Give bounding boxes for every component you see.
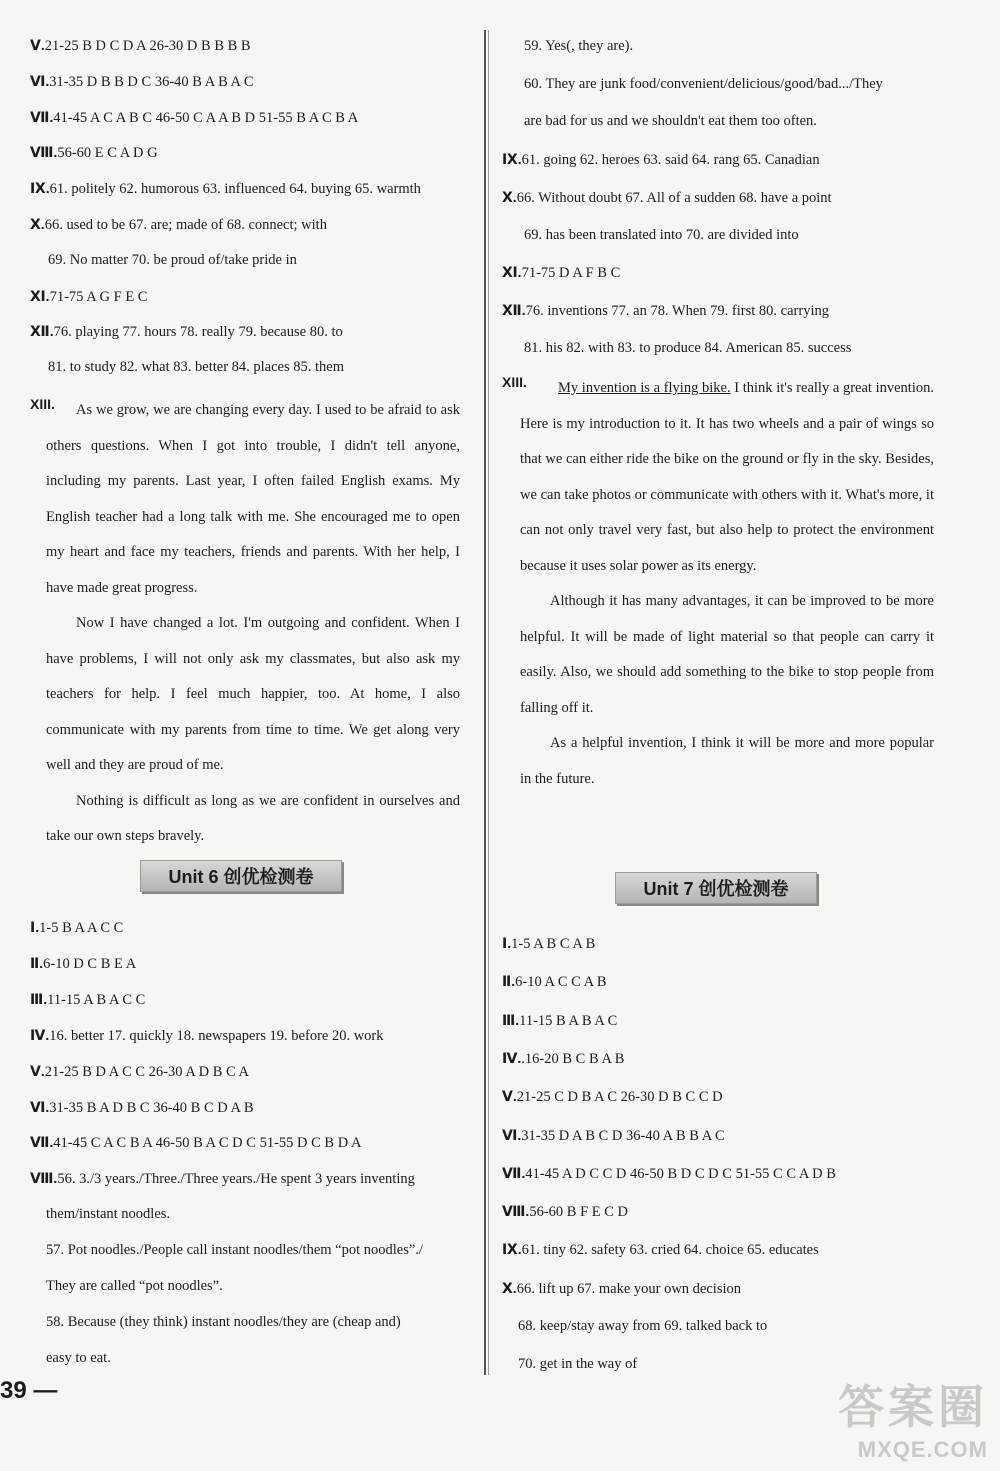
answer-line	[502, 263, 620, 282]
section-roman-label: Ⅵ.	[30, 1098, 50, 1115]
answer-text: 61. going 62. heroes 63. said 64. rang 65. Canadian	[521, 152, 820, 169]
watermark	[838, 1371, 988, 1463]
answer-text: 57. Pot noodles./People call instant noodles/them “pot noodles”./	[46, 1242, 423, 1259]
answer-line	[30, 179, 421, 198]
answer-text: 6-10 D C B E A	[43, 955, 137, 972]
answer-line	[30, 72, 254, 91]
answer-text: them/instant noodles.	[46, 1206, 171, 1223]
essay-roman-label: XIII.	[502, 374, 527, 390]
essay-roman-label: XIII.	[30, 396, 55, 412]
answer-line	[46, 1241, 423, 1259]
section-roman-label: Ⅵ.	[30, 72, 50, 89]
answer-text: 66. lift up 67. make your own decision	[516, 1280, 741, 1297]
answer-line	[30, 918, 123, 937]
page-number: 39 —	[0, 1377, 58, 1404]
answer-text: 61. tiny 62. safety 63. cried 64. choice 65. educates	[521, 1242, 819, 1259]
section-roman-label: Ⅱ.	[502, 973, 516, 990]
section-roman-label: Ⅸ.	[502, 151, 522, 168]
section-roman-label: Ⅶ.	[502, 1164, 526, 1181]
left-essay	[30, 393, 460, 855]
answer-line	[48, 358, 344, 376]
essay-paragraph: As we grow, we are changing every day. I used to be afraid to ask others questions. When I got into trouble, I didn't tell anyone, including my parents. Last year, I often failed English exams. My English teacher had a long talk with me. She encouraged me to open my heart and face my teachers, friends and parents. With her help, I have made great progress.	[46, 402, 460, 596]
answer-text: 21-25 C D B A C 26-30 D B C C D	[516, 1089, 723, 1106]
answer-line	[502, 1126, 725, 1145]
answer-line	[502, 1279, 741, 1298]
unit6-title-banner	[140, 860, 342, 892]
answer-line	[518, 1355, 637, 1373]
watermark-line1: 答案圈	[838, 1381, 988, 1433]
answer-line	[48, 251, 297, 269]
answer-line	[30, 215, 327, 234]
section-roman-label: Ⅱ.	[30, 954, 44, 971]
section-roman-label: Ⅰ.	[30, 919, 40, 935]
answer-text: .16-20 B C B A B	[521, 1050, 625, 1067]
essay-first-rest: I think it's really a great invention. Here is my introduction to it. It has two wheels and a pair of wings so that we can either ride the bike on the ground or fly in the sky. Besides, we can take photos or communicate with others with it. What's more, it can not only travel very fast, but also help to protect the environment because it uses solar power as its energy.	[520, 380, 934, 574]
answer-line	[30, 143, 158, 162]
section-roman-label: Ⅰ.	[502, 935, 512, 951]
section-roman-label: Ⅷ.	[30, 1170, 58, 1187]
answer-text: 70. get in the way of	[518, 1356, 638, 1373]
answer-line	[502, 1164, 836, 1183]
answer-text: easy to eat.	[46, 1349, 111, 1366]
essay-paragraph: As a helpful invention, I think it will be more and more popular in the future.	[520, 735, 934, 787]
section-roman-label: Ⅲ.	[30, 990, 48, 1007]
answer-line	[30, 954, 136, 973]
answer-text: 81. his 82. with 83. to produce 84. American 85. success	[524, 339, 852, 356]
right-essay	[502, 371, 934, 797]
answer-line	[46, 1349, 111, 1367]
answer-line	[46, 1277, 223, 1295]
answer-text: 56-60 B F E C D	[529, 1204, 629, 1221]
answer-text: 81. to study 82. what 83. better 84. places 85. them	[48, 359, 344, 376]
essay-topic-underlined: My invention is a flying bike.	[558, 380, 731, 396]
essay-paragraph	[502, 371, 934, 584]
section-roman-label: Ⅲ.	[502, 1011, 520, 1028]
section-roman-label: Ⅹ.	[502, 1279, 517, 1296]
answer-text: 66. used to be 67. are; made of 68. connect; with	[44, 217, 327, 233]
answer-text: 16. better 17. quickly 18. newspapers 19. before 20. work	[49, 1027, 384, 1044]
section-roman-label: Ⅺ.	[30, 287, 50, 304]
answer-line	[30, 36, 251, 55]
answer-text: 1-5 B A A C C	[39, 920, 124, 936]
answer-text: 61. politely 62. humorous 63. influenced 64. buying 65. warmth	[49, 181, 421, 198]
section-roman-label: Ⅴ.	[502, 1088, 517, 1105]
section-roman-label: Ⅸ.	[502, 1241, 522, 1258]
section-roman-label: Ⅴ.	[30, 1062, 45, 1079]
answer-text: 31-35 D A B C D 36-40 A B B A C	[521, 1127, 725, 1144]
answer-line	[502, 1049, 624, 1068]
answer-text: 60. They are junk food/convenient/delicious/good/bad.../They	[524, 75, 883, 92]
answer-text: 11-15 B A B A C	[519, 1012, 618, 1029]
section-roman-label: Ⅶ.	[30, 108, 54, 125]
column-divider	[484, 30, 486, 1375]
answer-line	[502, 972, 607, 991]
answer-text: 69. has been translated into 70. are divided into	[524, 226, 799, 243]
answer-line	[502, 1087, 723, 1106]
answer-text: 71-75 D A F B C	[521, 265, 621, 282]
answer-text: 69. No matter 70. be proud of/take pride in	[48, 251, 297, 268]
section-roman-label: Ⅺ.	[502, 264, 522, 281]
section-roman-label: Ⅹ.	[30, 216, 45, 232]
answer-text: 1-5 A B C A B	[511, 936, 596, 952]
answer-text: 71-75 A G F E C	[49, 288, 148, 305]
section-roman-label: Ⅶ.	[30, 1134, 54, 1151]
answer-text: 41-45 A D C C D 46-50 B D C D C 51-55 C C A D B	[525, 1165, 836, 1182]
answer-text: 58. Because (they think) instant noodles/they are (cheap and)	[46, 1313, 401, 1330]
answer-text: 66. Without doubt 67. All of a sudden 68. have a point	[516, 189, 832, 206]
answer-text: 41-45 C A C B A 46-50 B A C D C 51-55 D C B D A	[53, 1135, 362, 1152]
answer-line	[524, 75, 883, 93]
answer-line	[30, 1098, 254, 1117]
answer-line	[30, 287, 147, 306]
answer-line	[30, 322, 343, 341]
answer-line	[524, 226, 799, 244]
answer-line	[524, 339, 851, 357]
watermark-line2: MXQE.COM	[857, 1437, 988, 1462]
unit7-title-banner	[615, 872, 817, 904]
answer-line	[524, 37, 633, 55]
answer-line	[30, 1062, 249, 1081]
answer-line	[502, 301, 829, 320]
answer-line	[30, 108, 358, 127]
answer-line	[518, 1317, 767, 1335]
answer-line	[502, 934, 595, 953]
unit7-title: Unit 7 创优检测卷	[643, 879, 789, 899]
answer-text: 76. inventions 77. an 78. When 79. first 80. carrying	[525, 302, 829, 319]
section-roman-label: Ⅳ.	[502, 1049, 522, 1066]
section-roman-label: Ⅻ.	[502, 301, 526, 318]
answer-text: 41-45 A C A B C 46-50 C A A B D 51-55 B A C B A	[53, 109, 359, 126]
answer-text: 56. 3./3 years./Three./Three years./He spent 3 years inventing	[57, 1171, 415, 1188]
answer-line	[502, 1011, 617, 1030]
answer-line	[524, 112, 817, 130]
answer-text: 76. playing 77. hours 78. really 79. because 80. to	[53, 324, 343, 341]
section-roman-label: Ⅷ.	[30, 144, 58, 161]
answer-line	[502, 188, 832, 207]
answer-text: 21-25 B D A C C 26-30 A D B C A	[44, 1063, 249, 1080]
answer-line	[30, 1026, 384, 1045]
essay-paragraph: Although it has many advantages, it can be improved to be more helpful. It will be made of light material so that people can carry it easily. Also, we should add something to the bike to stop people from falling off it.	[520, 593, 934, 716]
answer-text: 31-35 D B B D C 36-40 B A B A C	[49, 73, 254, 90]
section-roman-label: Ⅹ.	[502, 188, 517, 205]
answer-text: 21-25 B D C D A 26-30 D B B B B	[44, 38, 251, 54]
section-roman-label: Ⅻ.	[30, 323, 54, 340]
section-roman-label: Ⅳ.	[30, 1026, 50, 1043]
answer-text: are bad for us and we shouldn't eat them too often.	[524, 113, 817, 130]
answer-line	[502, 1240, 819, 1259]
section-roman-label: Ⅵ.	[502, 1126, 522, 1143]
essay-paragraph: Now I have changed a lot. I'm outgoing and confident. When I have problems, I will not only ask my classmates, but also ask my teachers for help. I feel much happier, too. At home, I also communicate with my parents from time to time. We get along very well and they are proud of me.	[46, 615, 460, 773]
answer-line	[46, 1205, 170, 1223]
answer-line	[502, 1202, 628, 1221]
answer-line	[46, 1313, 401, 1331]
answer-text: They are called “pot noodles”.	[46, 1278, 223, 1294]
answer-line	[30, 1169, 415, 1188]
answer-text: 31-35 B A D B C 36-40 B C D A B	[49, 1099, 254, 1116]
section-roman-label: Ⅷ.	[502, 1203, 530, 1220]
column-divider-thin	[488, 30, 489, 1375]
answer-line	[502, 150, 820, 169]
answer-line	[30, 990, 145, 1009]
answer-line	[30, 1133, 361, 1152]
unit6-title: Unit 6 创优检测卷	[168, 867, 314, 887]
section-roman-label: Ⅴ.	[30, 37, 45, 53]
section-roman-label: Ⅸ.	[30, 180, 50, 197]
essay-paragraph: Nothing is difficult as long as we are confident in ourselves and take our own steps bravely.	[46, 792, 460, 844]
answer-text: 56-60 E C A D G	[57, 145, 158, 162]
answer-text: 59. Yes(, they are).	[524, 38, 634, 54]
answer-text: 68. keep/stay away from 69. talked back to	[518, 1318, 768, 1334]
answer-text: 6-10 A C C A B	[515, 974, 607, 991]
answer-text: 11-15 A B A C C	[47, 991, 146, 1008]
